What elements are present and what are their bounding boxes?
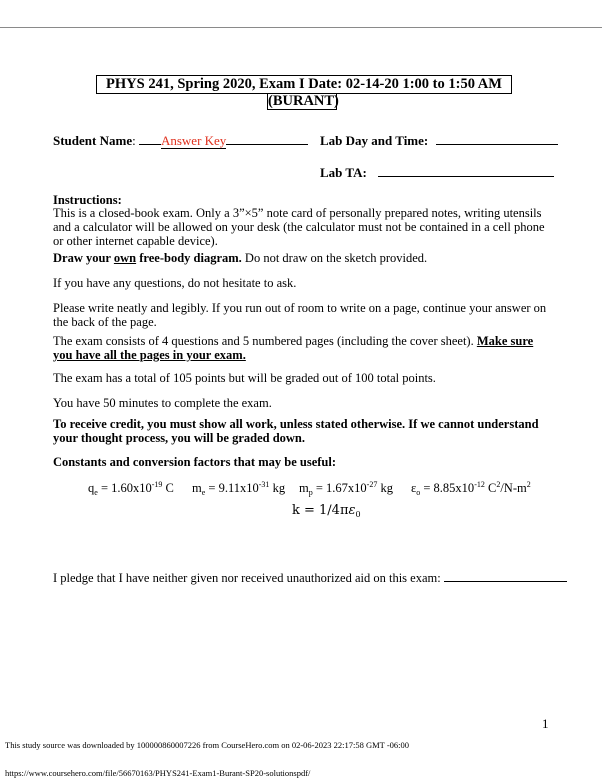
constants-heading: Constants and conversion factors that may be useful: — [53, 455, 336, 469]
pledge-signature-field[interactable] — [444, 569, 567, 582]
fbd-bold-b: free-body diagram. — [136, 251, 242, 265]
exam-title: PHYS 241, Spring 2020, Exam I Date: 02-14-20 1:00 to 1:50 AM — [96, 75, 512, 94]
instructions-p2 — [53, 251, 553, 265]
instructions-p7: You have 50 minutes to complete the exam. — [53, 396, 272, 410]
const-electron-mass: $m_e = 9.11x10^{-31}$ kg — [192, 480, 286, 497]
page-number: 1 — [542, 716, 549, 731]
lab-day-label: Lab Day and Time: — [320, 133, 429, 148]
instructions-p8: To receive credit, you must show all work, unless stated otherwise. If we cannot understand your thought process, you will be graded down. — [53, 417, 539, 445]
lab-ta-label: Lab TA: — [320, 165, 367, 180]
download-notice: This study source was downloaded by 100000860007226 from CourseHero.com on 02-06-2023 22:17:58 GMT -06:00 — [5, 740, 410, 750]
source-url[interactable]: https://www.coursehero.com/file/56670163/PHYS241-Exam1-Burant-SP20-solutionspdf/ — [5, 768, 311, 778]
instructions-p4: Please write neatly and legibly. If you run out of room to write on a page, continue your answer on the back of the page. — [53, 301, 547, 329]
const-proton-mass: $m_p = 1.67x10^{-27}$ kg — [299, 480, 393, 497]
name-blank-lead — [139, 132, 161, 145]
coulomb-constant-formula: $k = 1/4\pi\varepsilon_0$ — [292, 503, 361, 519]
instructions-p1: This is a closed-book exam. Only a 3”×5” note card of personally prepared notes, writing utensils and a calculator will be allowed on your desk (the calculator must not be contained in a cell phone or other internet capable device). — [53, 206, 545, 248]
lab-day-field[interactable] — [436, 132, 558, 145]
fbd-own: own — [113, 251, 137, 265]
exam-title-instructor: (BURANT) — [268, 93, 339, 109]
instructions-p6: The exam has a total of 105 points but will be graded out of 100 total points. — [53, 371, 436, 385]
student-name-value[interactable]: Answer Key — [160, 133, 227, 148]
instructions-p5 — [53, 334, 553, 362]
instructions-heading: Instructions: — [53, 193, 122, 207]
honor-pledge — [53, 569, 567, 586]
const-permittivity: $\varepsilon_o = 8.85x10^{-12}$ $C^2/N-m^2$ — [411, 480, 531, 497]
top-rule — [0, 27, 602, 28]
lab-day-row — [320, 132, 558, 149]
lab-ta-field[interactable] — [378, 164, 554, 177]
fbd-bold-a: Draw your — [53, 251, 114, 265]
pages-warning: Make sure you have all the pages in your exam. — [53, 334, 534, 362]
student-name-row — [53, 132, 308, 149]
student-name-colon: : — [132, 133, 136, 148]
name-blank-tail — [226, 132, 308, 145]
student-name-label: Student Name — [53, 133, 133, 148]
lab-ta-row — [320, 164, 554, 181]
fbd-rest: Do not draw on the sketch provided. — [241, 251, 428, 265]
instructions-p3: If you have any questions, do not hesitate to ask. — [53, 276, 297, 290]
pages-text: The exam consists of 4 questions and 5 numbered pages (including the cover sheet). — [53, 334, 477, 348]
const-electron-charge: $q_e = 1.60x10^{-19}$ C — [88, 480, 174, 497]
pledge-text: I pledge that I have neither given nor received unauthorized aid on this exam: — [53, 571, 444, 585]
